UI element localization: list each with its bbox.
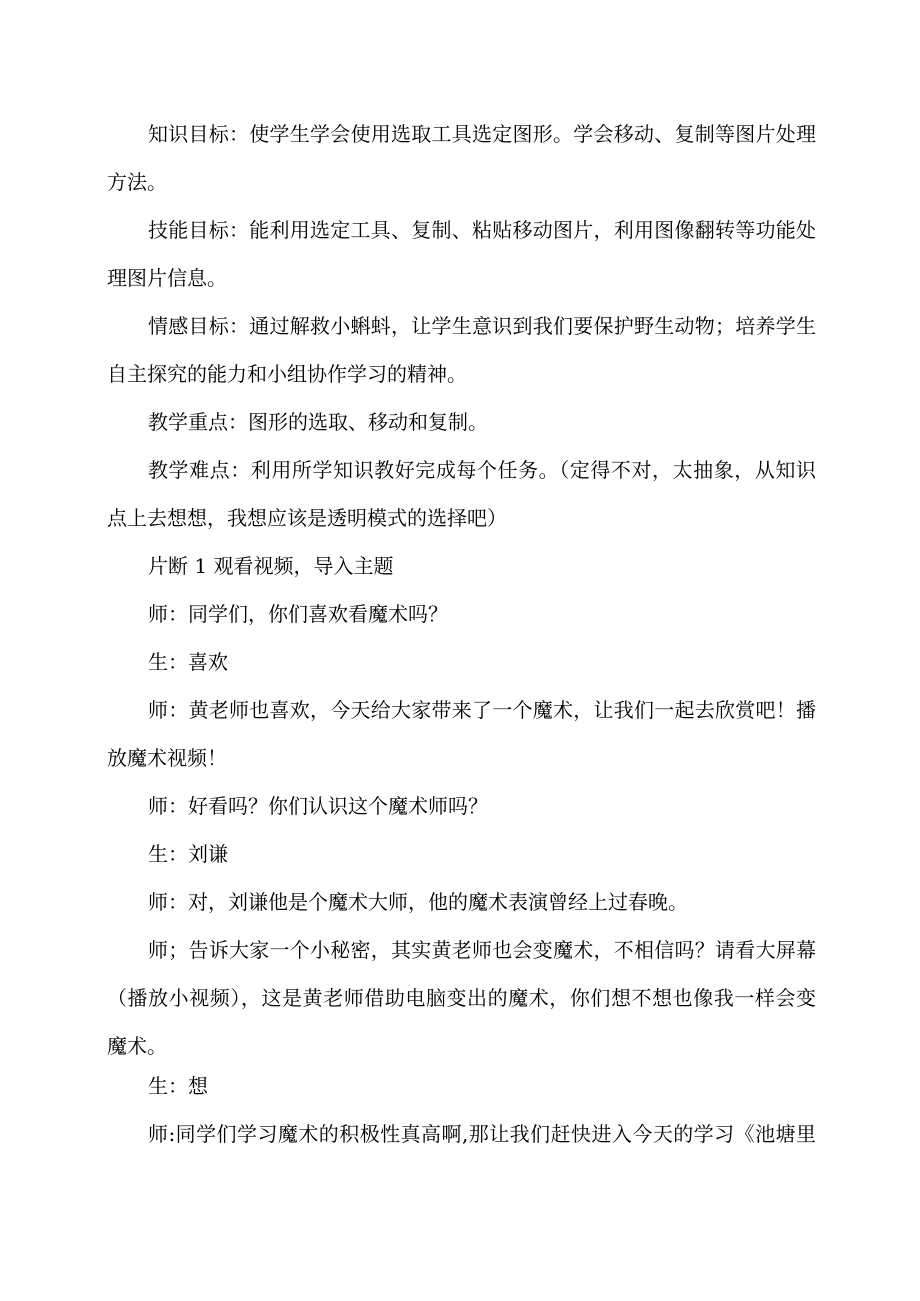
section-heading: 片断 1 观看视频，导入主题 [148, 554, 394, 578]
dialogue-line: 生：喜欢 [148, 650, 228, 674]
knowledge-goal-line-2: 方法。 [107, 170, 167, 194]
dialogue-line: 师：同学们，你们喜欢看魔术吗？ [148, 602, 448, 626]
dialogue-line: 师:同学们学习魔术的积极性真高啊,那让我们赶快进入今天的学习《池塘里 [148, 1122, 816, 1146]
dialogue-line: 师；告诉大家一个小秘密，其实黄老师也会变魔术，不相信吗？请看大屏幕 [148, 938, 816, 962]
dialogue-line-continued: 放魔术视频！ [107, 746, 227, 770]
dialogue-line: 师：对，刘谦他是个魔术大师，他的魔术表演曾经上过春晚。 [148, 890, 688, 914]
teaching-difficulty-line-1: 教学难点：利用所学知识教好完成每个任务。（定得不对，太抽象，从知识 [148, 458, 816, 482]
dialogue-line: 生：想 [148, 1074, 208, 1098]
dialogue-line: 师：黄老师也喜欢，今天给大家带来了一个魔术，让我们一起去欣赏吧！播 [148, 698, 816, 722]
emotion-goal-line-1: 情感目标：通过解救小蝌蚪，让学生意识到我们要保护野生动物；培养学生 [148, 314, 816, 338]
knowledge-goal-line-1: 知识目标：使学生学会使用选取工具选定图形。学会移动、复制等图片处理 [148, 122, 816, 146]
emotion-goal-line-2: 自主探究的能力和小组协作学习的精神。 [107, 362, 467, 386]
skill-goal-line-2: 理图片信息。 [107, 266, 227, 290]
teaching-focus: 教学重点：图形的选取、移动和复制。 [148, 410, 488, 434]
dialogue-line: 师：好看吗？你们认识这个魔术师吗？ [148, 794, 488, 818]
dialogue-line-continued: 魔术。 [107, 1034, 167, 1058]
teaching-difficulty-line-2: 点上去想想，我想应该是透明模式的选择吧） [107, 506, 507, 530]
skill-goal-line-1: 技能目标：能利用选定工具、复制、粘贴移动图片，利用图像翻转等功能处 [148, 218, 816, 242]
dialogue-line: 生：刘谦 [148, 842, 228, 866]
dialogue-line-continued: （播放小视频），这是黄老师借助电脑变出的魔术，你们想不想也像我一样会变 [107, 986, 816, 1010]
